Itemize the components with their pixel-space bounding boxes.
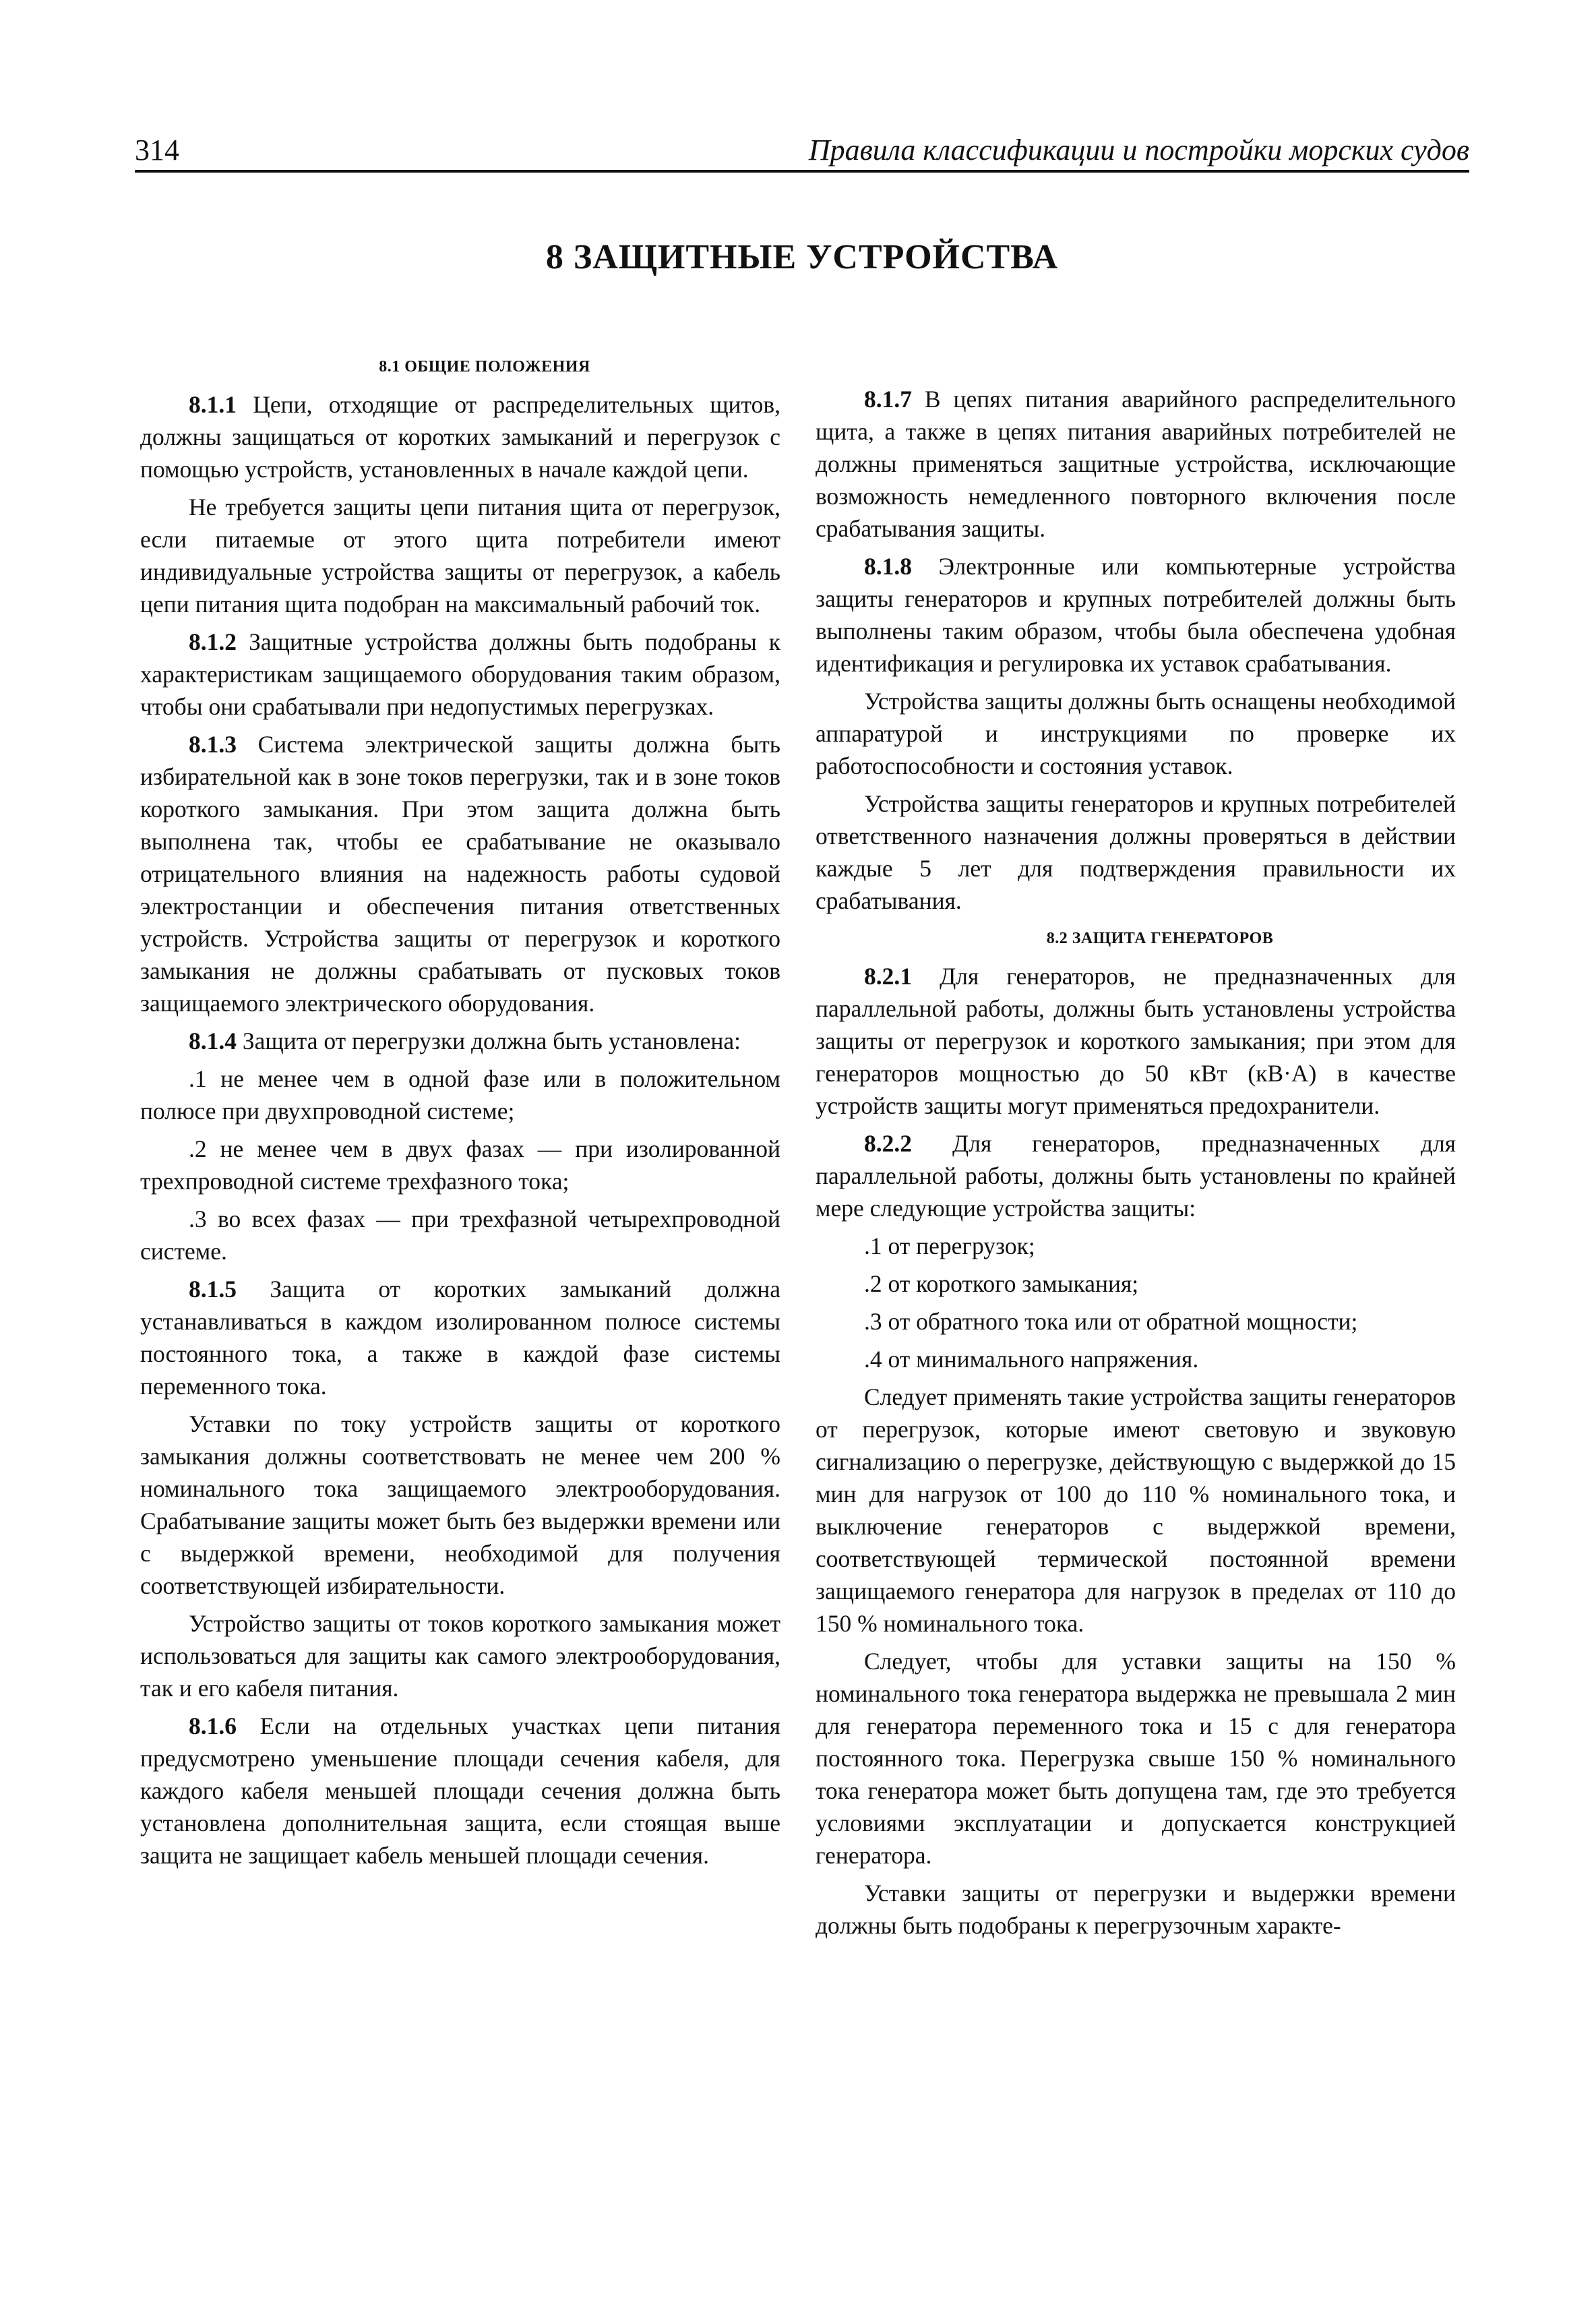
paragraph-8-1-3 — [140, 728, 780, 1019]
paragraph-8-2-2 — [816, 1127, 1456, 1224]
chapter-title: 8 ЗАЩИТНЫЕ УСТРОЙСТВА — [545, 238, 1059, 276]
page-number: 314 — [135, 133, 179, 167]
paragraph-8-1-4 — [140, 1025, 780, 1057]
paragraph-8-2-1 — [816, 960, 1456, 1122]
list-item: .4 от минимального напряжения. — [864, 1346, 1199, 1373]
list-item: .2 не менее чем в двух фазах — при изолированной трехпроводной системе трехфазного тока; — [140, 1135, 780, 1195]
section-heading-8-2: 8.2 ЗАЩИТА ГЕНЕРАТОРОВ — [1046, 930, 1274, 947]
clause-number: 8.1.5 — [189, 1276, 237, 1303]
paragraph-8-1-6 — [140, 1710, 780, 1872]
clause-number: 8.1.3 — [189, 731, 237, 758]
list-item: .1 не менее чем в одной фазе или в положительном полюсе при двухпроводной системе; — [140, 1065, 780, 1125]
clause-number: 8.1.8 — [864, 553, 912, 580]
paragraph-text: Электронные или компьютерные устройства защиты генераторов и крупных потребителей должны быть выполнены таким образом, чтобы была обеспечена удобная идентификация и регулировка их уставок срабатывания. — [816, 553, 1456, 677]
paragraph: Уставки по току устройств защиты от короткого замыкания должны соответствовать не менее чем 200 % номинального тока защищаемого электрооборудования. Срабатывание защиты может быть без выдержки времени или с выдержкой времени, необходимой для получения соответствующей избирательности. — [140, 1410, 780, 1599]
clause-number: 8.1.4 — [189, 1027, 237, 1054]
paragraph-text: Цепи, отходящие от распределительных щитов, должны защищаться от коротких замыканий и перегрузок с помощью устройств, установленных в начале каждой цепи. — [140, 391, 780, 483]
paragraph-text: Защита от коротких замыканий должна устанавливаться в каждом изолированном полюсе системы постоянного тока, а также в каждой фазе системы переменного тока. — [140, 1276, 780, 1400]
clause-number: 8.1.1 — [189, 391, 237, 418]
clause-number: 8.1.6 — [189, 1712, 237, 1739]
list-item: .3 от обратного тока или от обратной мощности; — [864, 1308, 1358, 1335]
paragraph-text: Защита от перегрузки должна быть установлена: — [237, 1027, 741, 1054]
section-heading-8-1: 8.1 ОБЩИЕ ПОЛОЖЕНИЯ — [379, 358, 590, 376]
paragraph-8-1-7 — [816, 383, 1456, 545]
paragraph: Устройства защиты должны быть оснащены необходимой аппаратурой и инструкциями по проверке их работоспособности и состояния уставок. — [816, 688, 1456, 779]
paragraph-text: Для генераторов, предназначенных для параллельной работы, должны быть установлены по крайней мере следующие устройства защиты: — [816, 1130, 1456, 1222]
paragraph-text: Защитные устройства должны быть подобраны к характеристикам защищаемого оборудования таким образом, чтобы они срабатывали при недопустимых перегрузках. — [140, 628, 780, 720]
paragraph-8-1-5 — [140, 1273, 780, 1402]
clause-number: 8.2.2 — [864, 1130, 912, 1157]
paragraph-8-1-8 — [816, 550, 1456, 680]
paragraph: Устройства защиты генераторов и крупных потребителей ответственного назначения должны проверяться в действии каждые 5 лет для подтверждения правильности их срабатывания. — [816, 790, 1456, 914]
clause-number: 8.1.2 — [189, 628, 237, 655]
paragraph: Уставки защиты от перегрузки и выдержки времени должны быть подобраны к перегрузочным характе- — [816, 1880, 1456, 1939]
paragraph-text: Система электрической защиты должна быть избирательной как в зоне токов перегрузки, так и в зоне токов короткого замыкания. При этом защита должна быть выполнена так, чтобы ее срабатывание не оказывало отрицательного влияния на надежность работы судовой электростанции и обеспечения питания ответственных устройств. Устройства защиты от перегрузок и короткого замыкания не должны срабатывать от пусковых токов защищаемого электрического оборудования. — [140, 731, 780, 1017]
paragraph-text: В цепях питания аварийного распределительного щита, а также в цепях питания аварийных потребителей не должны применяться защитные устройства, исключающие возможность немедленного повторного включения после срабатывания защиты. — [816, 386, 1456, 542]
paragraph: Не требуется защиты цепи питания щита от перегрузок, если питаемые от этого щита потребители имеют индивидуальные устройства защиты от перегрузок, а кабель цепи питания щита подобран на максимальный рабочий ток. — [140, 494, 780, 618]
list-item: .3 во всех фазах — при трехфазной четырехпроводной системе. — [140, 1205, 780, 1265]
paragraph-text: Для генераторов, не предназначенных для параллельной работы, должны быть установлены устройства защиты от перегрузок и короткого замыкания; при этом для генераторов мощностью до 50 кВт (кВ·А) в качестве устройств защиты могут применяться предохранители. — [816, 963, 1456, 1119]
paragraph-8-1-2 — [140, 626, 780, 723]
paragraph: Следует, чтобы для уставки защиты на 150 % номинального тока генератора выдержка не превышала 2 мин для генератора переменного тока и 15 с для генератора постоянного тока. Перегрузка свыше 150 % номинального тока генератора может быть допущена там, где это требуется условиями эксплуатации и допускается конструкцией генератора. — [816, 1648, 1456, 1869]
paragraph: Следует применять такие устройства защиты генераторов от перегрузок, которые имеют световую и звуковую сигнализацию о перегрузке, действующую с выдержкой до 15 мин для нагрузок от 100 до 110 % номинального тока, и выключение генераторов с выдержкой времени, соответствующей термической постоянной времени защищаемого генератора для нагрузок в пределах от 110 до 150 % номинального тока. — [816, 1383, 1456, 1637]
list-item: .1 от перегрузок; — [864, 1232, 1035, 1259]
paragraph-text: Если на отдельных участках цепи питания предусмотрено уменьшение площади сечения кабеля, для каждого кабеля меньшей площади сечения должна быть установлена дополнительная защита, если стоящая выше защита не защищает кабель меньшей площади сечения. — [140, 1712, 780, 1869]
list-item: .2 от короткого замыкания; — [864, 1270, 1139, 1297]
running-title: Правила классификации и постройки морских судов — [808, 133, 1469, 167]
left-column — [140, 351, 780, 1877]
right-column — [816, 351, 1456, 1947]
paragraph-8-1-1 — [140, 388, 780, 485]
running-header — [135, 132, 1469, 173]
paragraph: Устройство защиты от токов короткого замыкания может использоваться для защиты как самого электрооборудования, так и его кабеля питания. — [140, 1610, 780, 1702]
clause-number: 8.1.7 — [864, 386, 912, 413]
clause-number: 8.2.1 — [864, 963, 912, 990]
